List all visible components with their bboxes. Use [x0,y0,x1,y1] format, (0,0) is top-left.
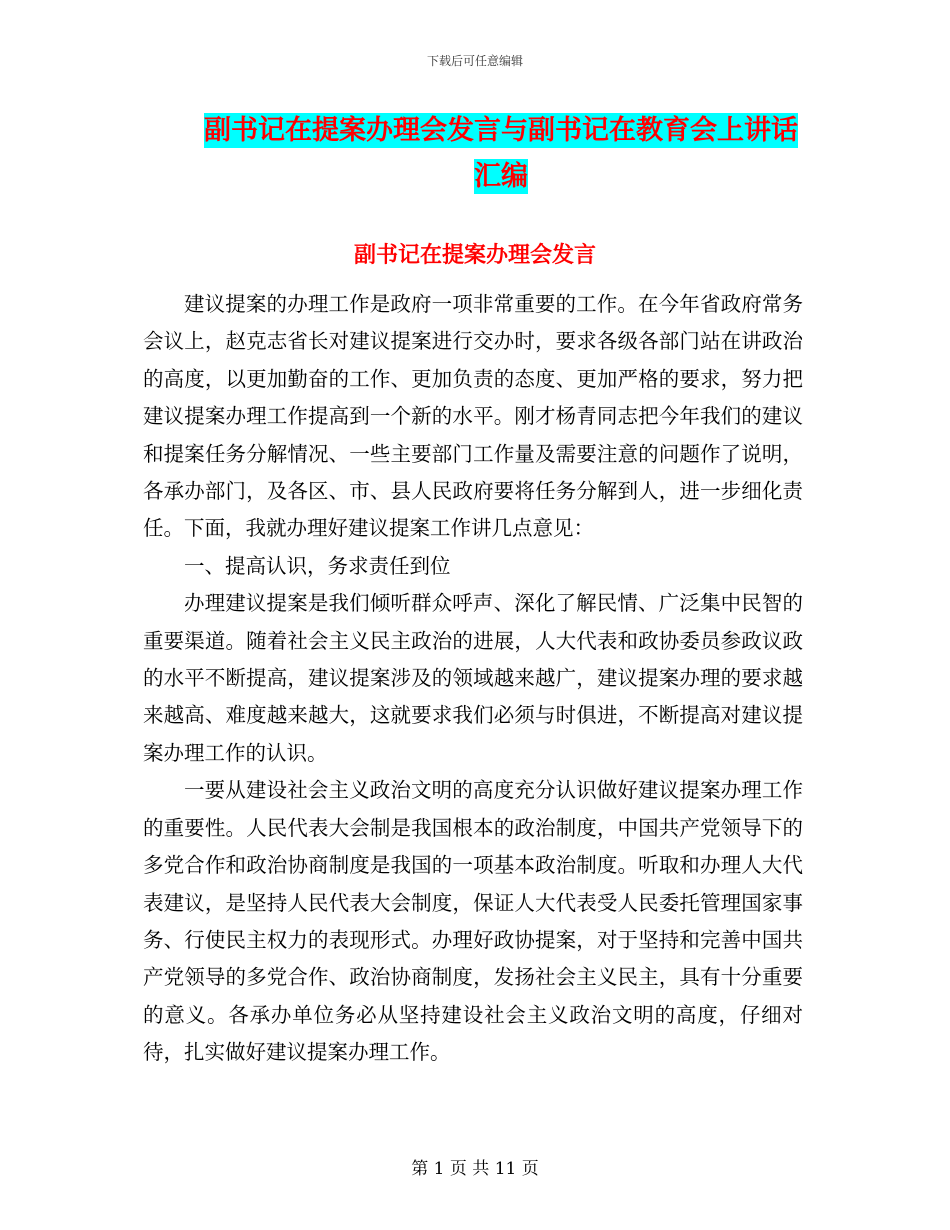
header-note: 下载后可任意编辑 [426,54,523,68]
paragraph-heading: 一、提高认识，务求责任到位 [184,553,451,578]
paragraph: 建议提案的办理工作是政府一项非常重要的工作。在今年省政府常务会议上，赵克志省长对建议提案进行交办时，要求各级各部门站在讲政治的高度，以更加勤奋的工作、更加负责的态度、更加严格的要求，努力把建议提案办理工作提高到一个新的水平。刚才杨青同志把今年我们的建议和提案任务分解情况、一些主要部门工作量及需要注意的问题作了说明，各承办部门，及各区、市、县人民政府要将任务分解到人，进一步细化责任。下面，我就办理好建议提案工作讲几点意见： [143,292,803,541]
paragraph: 办理建议提案是我们倾听群众呼声、深化了解民情、广泛集中民智的重要渠道。随着社会主义民主政治的进展，人大代表和政协委员参政议政的水平不断提高，建议提案涉及的领域越来越广，建议提案办理的要求越来越高、难度越来越大，这就要求我们必须与时俱进，不断提高对建议提案办理工作的认识。 [143,591,803,765]
section-title: 副书记在提案办理会发言 [353,242,596,268]
page-number: 第 1 页 共 11 页 [411,1159,539,1179]
paragraph: 一要从建设社会主义政治文明的高度充分认识做好建议提案办理工作的重要性。人民代表大会制是我国根本的政治制度，中国共产党领导下的多党合作和政治协商制度是我国的一项基本政治制度。听取和办理人大代表建议，是坚持人民代表大会制度，保证人大代表受人民委托管理国家事务、行使民主权力的表现形式。办理好政协提案，对于坚持和完善中国共产党领导的多党合作、政治协商制度，发扬社会主义民主，具有十分重要的意义。各承办单位务必从坚持建设社会主义政治文明的高度，仔细对待，扎实做好建议提案办理工作。 [143,778,803,1065]
document-body [143,286,803,1072]
document-title [195,108,807,200]
document-title-text: 副书记在提案办理会发言与副书记在教育会上讲话汇编 [204,115,798,192]
